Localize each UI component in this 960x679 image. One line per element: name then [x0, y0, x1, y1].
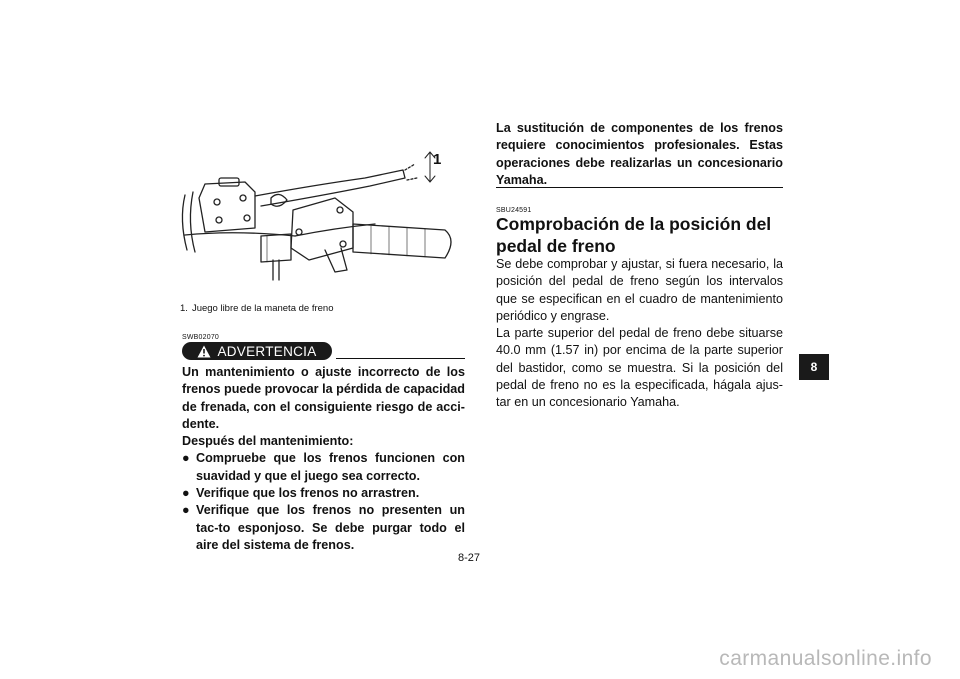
section-code: SBU24591	[496, 207, 532, 214]
watermark: carmanualsonline.info	[719, 647, 932, 670]
figure-caption-number: 1.	[180, 303, 188, 314]
list-item: ● Compruebe que los frenos funcionen con suavidad y que el juego sea correcto.	[182, 451, 465, 483]
warning-body	[182, 364, 465, 554]
figure-caption-text: Juego libre de la maneta de freno	[191, 303, 334, 314]
intro-paragraph: La sustitución de componentes de los frenos requiere conocimientos profesionales. Estas operaciones debe realizarlas un concesionario Yamaha.	[496, 121, 783, 187]
warning-code: SWB02070	[182, 334, 220, 341]
body-paragraph: La parte superior del pedal de freno debe situarse 40.0 mm (1.57 in) por encima de la parte superior del bastidor, como se muestra. Si la posición del pedal de freno no es la especificada, hágala ajus-tar en un concesionario Yamaha.	[496, 326, 783, 410]
warning-paragraph: Después del mantenimiento:	[182, 434, 354, 449]
list-item: ● Verifique que los frenos no presenten un tac-to esponjoso. Se debe purgar todo el aire del sistema de frenos.	[182, 503, 465, 552]
list-item: ● Verifique que los frenos no arrastren.	[182, 485, 465, 502]
bullet-icon: ●	[182, 503, 190, 518]
warning-bullet-list	[182, 450, 465, 554]
warning-triangle-icon	[197, 345, 211, 358]
warning-header	[182, 342, 465, 360]
section-title: Comprobación de la posición del pedal de freno	[496, 214, 772, 256]
chapter-tab: 8	[799, 354, 829, 380]
figure-callout-number: 1	[433, 151, 442, 168]
warning-paragraph: Un mantenimiento o ajuste incorrecto de los frenos puede provocar la pérdida de capacidad de frenada, con el consiguiente riesgo de acci-dente.	[182, 365, 465, 431]
warning-badge-label: ADVERTENCIA	[217, 343, 317, 359]
bullet-icon: ●	[182, 451, 190, 466]
body-paragraph: Se debe comprobar y ajustar, si fuera necesario, la posición del pedal de freno según los intervalos que se especifican en el cuadro de mantenimiento periódico y engrase.	[496, 257, 783, 323]
bullet-icon: ●	[182, 486, 190, 501]
section-divider	[496, 187, 783, 188]
section-body	[496, 256, 783, 412]
warning-divider	[336, 358, 465, 359]
figure-caption	[180, 303, 333, 314]
brake-lever-illustration	[175, 140, 465, 300]
warning-badge	[182, 342, 332, 360]
page-number: 8-27	[458, 552, 481, 564]
